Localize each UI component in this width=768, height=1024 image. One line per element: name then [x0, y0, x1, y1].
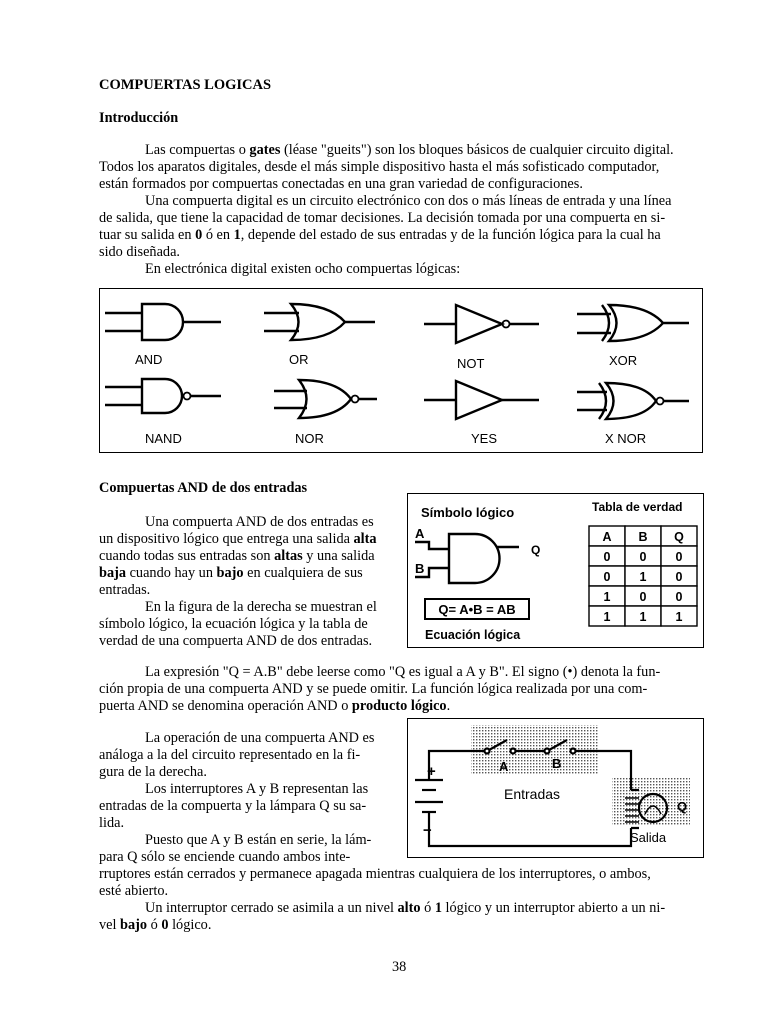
gate-label-and: AND [135, 352, 163, 367]
text-line: Una compuerta digital es un circuito electrónico con dos o más líneas de entrada y una línea [145, 193, 672, 209]
text-line: tuar su salida en 0 ó en 1, depende del estado de sus entradas y de la función lógica para la cual ha [99, 227, 661, 243]
text-line: gura de la derecha. [99, 764, 207, 780]
inputs-label: Entradas [504, 786, 561, 802]
battery-minus: − [423, 822, 432, 839]
text-line: La operación de una compuerta AND es [145, 730, 375, 746]
truth-table-value: 0 [675, 570, 683, 584]
battery-plus: + [427, 763, 436, 780]
switch-b-label: B [552, 756, 562, 771]
and-heading: Compuertas AND de dos entradas [99, 480, 308, 496]
gate-label-yes: YES [471, 431, 498, 446]
text-line: entradas. [99, 582, 151, 598]
text-line: están formados por compuertas conectadas en una gran variedad de configuraciones. [99, 176, 583, 192]
truth-table-header-text: B [638, 530, 648, 544]
page-number: 38 [392, 959, 407, 975]
truth-table-value: 0 [603, 550, 611, 564]
text-line: lida. [99, 815, 125, 831]
truth-table-value: 0 [639, 550, 647, 564]
text-line: ción propia de una compuerta AND y se puede omitir. La función lógica realizada por una com- [99, 681, 648, 697]
truth-table-value: 1 [639, 610, 647, 624]
text-line: Todos los aparatos digitales, desde el más simple dispositivo hasta el más sofisticado computador, [99, 159, 660, 175]
text-line: Los interruptores A y B representan las [145, 781, 369, 797]
truth-table-title: Tabla de verdad [592, 500, 683, 514]
text-line: puerta AND se denomina operación AND o producto lógico. [99, 698, 451, 714]
truth-table-value: 1 [675, 610, 683, 624]
text-line: Las compuertas o gates (léase "gueits") son los bloques básicos de cualquier circuito digital. [145, 142, 674, 158]
text-line: rruptores están cerrados y permanece apagada mientras cualquiera de los interruptores, o ambos, [99, 866, 651, 882]
truth-table [589, 526, 697, 626]
truth-table-value: 1 [603, 590, 611, 604]
truth-table-header-text: A [602, 530, 612, 544]
truth-table-value: 0 [675, 590, 683, 604]
intro-heading: Introducción [99, 110, 179, 126]
input-a-label: A [415, 526, 425, 541]
text-line: de salida, que tiene la capacidad de tomar decisiones. La decisión tomada por una compuerta en si- [99, 210, 666, 226]
logic-gates-figure [99, 288, 703, 453]
text-line: Puesto que A y B están en serie, la lám- [145, 832, 372, 848]
truth-table-value: 1 [603, 610, 611, 624]
truth-table-value: 1 [639, 570, 647, 584]
text-line: En la figura de la derecha se muestran el [145, 599, 377, 615]
truth-table-value: 0 [639, 590, 647, 604]
switch-a-label: A [499, 759, 509, 774]
output-label: Salida [630, 830, 667, 845]
and-gate-figure [407, 493, 704, 648]
circuit-figure [407, 718, 704, 858]
gate-label-nor: NOR [295, 431, 324, 446]
text-line: esté abierto. [99, 883, 169, 899]
equation-label: Ecuación lógica [425, 628, 521, 642]
gate-label-nand: NAND [145, 431, 182, 446]
text-line: sido diseñada. [99, 244, 180, 260]
page-title: COMPUERTAS LOGICAS [99, 77, 272, 93]
truth-table-value: 0 [675, 550, 683, 564]
output-q-label: Q [531, 543, 541, 557]
text-line: La expresión "Q = A.B" debe leerse como "Q es igual a A y B". El signo (•) denota la fun- [145, 664, 661, 680]
text-line: baja cuando hay un bajo en cualquiera de sus [99, 565, 363, 581]
text-line: entradas de la compuerta y la lámpara Q su sa- [99, 798, 367, 814]
gate-label-not: NOT [457, 356, 485, 371]
truth-table-value: 0 [603, 570, 611, 584]
text-line: En electrónica digital existen ocho compuertas lógicas: [145, 261, 461, 277]
gate-label-xnor: X NOR [605, 431, 647, 446]
text-line: Una compuerta AND de dos entradas es [145, 514, 374, 530]
truth-table-header-text: Q [674, 530, 684, 544]
text-line: cuando todas sus entradas son altas y una salida [99, 548, 375, 564]
symbol-label: Símbolo lógico [421, 505, 515, 520]
gate-label-or: OR [289, 352, 309, 367]
text-line: Un interruptor cerrado se asimila a un nivel alto ó 1 lógico y un interruptor abierto a un ni- [145, 900, 666, 916]
text-line: un dispositivo lógico que entrega una salida alta [99, 531, 377, 547]
text-line: análoga a la del circuito representado en la fi- [99, 747, 361, 763]
input-b-label: B [415, 561, 425, 576]
equation: Q= A•B = AB [438, 602, 516, 617]
text-line: vel bajo ó 0 lógico. [99, 917, 212, 933]
gate-label-xor: XOR [609, 353, 638, 368]
lamp-q-label: Q [677, 799, 688, 814]
text-line: símbolo lógico, la ecuación lógica y la tabla de [99, 616, 368, 632]
text-line: verdad de una compuerta AND de dos entradas. [99, 633, 373, 649]
text-line: para Q sólo se enciende cuando ambos inte- [99, 849, 351, 865]
